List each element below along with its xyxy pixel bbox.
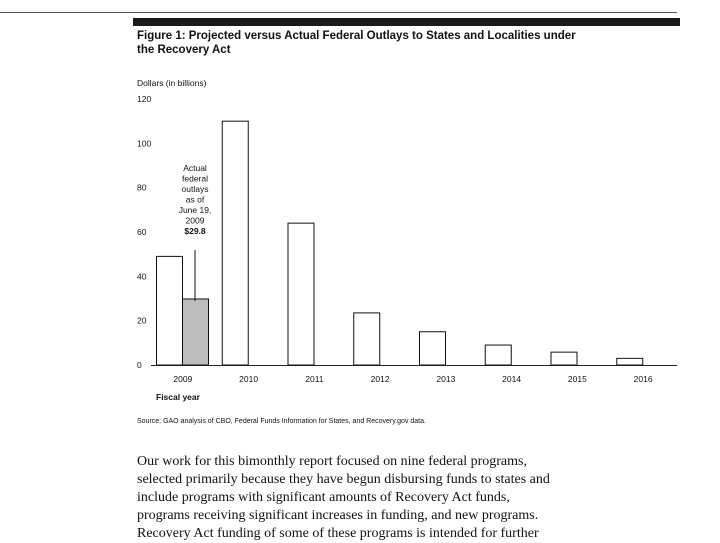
annotation-text: 2009 [185, 215, 205, 226]
x-tick-label: 2016 [633, 374, 653, 384]
body-line-4: programs receiving significant increases in funding, and new programs. [137, 508, 539, 523]
x-tick-label: 2011 [305, 374, 324, 384]
y-tick-label: 40 [137, 271, 147, 282]
figure-title-line-1: Figure 1: Projected versus Actual Federal Outlays to States and Localities under [137, 30, 576, 42]
x-tick-label: 2010 [239, 374, 259, 384]
projected-bar [354, 313, 380, 365]
projected-bar [617, 358, 643, 365]
annotation-text: June 19, [178, 205, 212, 215]
x-axis-title: Fiscal year [156, 392, 200, 402]
figure-title-line-2: the Recovery Act [137, 44, 231, 56]
x-tick-label: 2009 [173, 374, 193, 384]
body-paragraph [137, 453, 697, 543]
annotation-text: federal [182, 173, 208, 184]
x-tick-label: 2015 [567, 374, 587, 384]
annotation-text: outlays [181, 184, 209, 194]
projected-bar [288, 223, 314, 365]
x-tick-label: 2012 [370, 374, 390, 384]
annotation-text: as of [185, 194, 205, 205]
y-tick-label: 0 [137, 360, 142, 370]
y-tick-label: 100 [137, 138, 152, 149]
body-line-1: Our work for this bimonthly report focused on nine federal programs, [137, 454, 527, 469]
projected-bar [485, 345, 511, 365]
y-tick-label: 120 [137, 94, 152, 104]
annotation-value-label: $29.8 [184, 226, 206, 236]
x-tick-label: 2014 [502, 374, 522, 384]
body-line-3: include programs with significant amounts of Recovery Act funds, [137, 490, 510, 505]
y-tick-label: 20 [137, 315, 147, 326]
figure-source: Source: GAO analysis of CBO, Federal Funds Information for States, and Recovery.gov data. [137, 418, 426, 425]
y-tick-label: 60 [137, 227, 147, 237]
y-tick-label: 80 [137, 182, 147, 193]
projected-bar [551, 352, 577, 365]
projected-bar [157, 256, 183, 365]
body-line-2: selected primarily because they have begun disbursing funds to states and [137, 472, 550, 487]
projected-bar [222, 121, 248, 365]
x-tick-label: 2013 [436, 374, 456, 384]
body-line-5: Recovery Act funding of some of these programs is intended for further [137, 526, 539, 541]
actual-bar [183, 299, 209, 365]
y-axis-unit-label: Dollars (in billions) [137, 78, 207, 88]
annotation-text: Actual [183, 163, 207, 173]
projected-bar [420, 332, 446, 365]
